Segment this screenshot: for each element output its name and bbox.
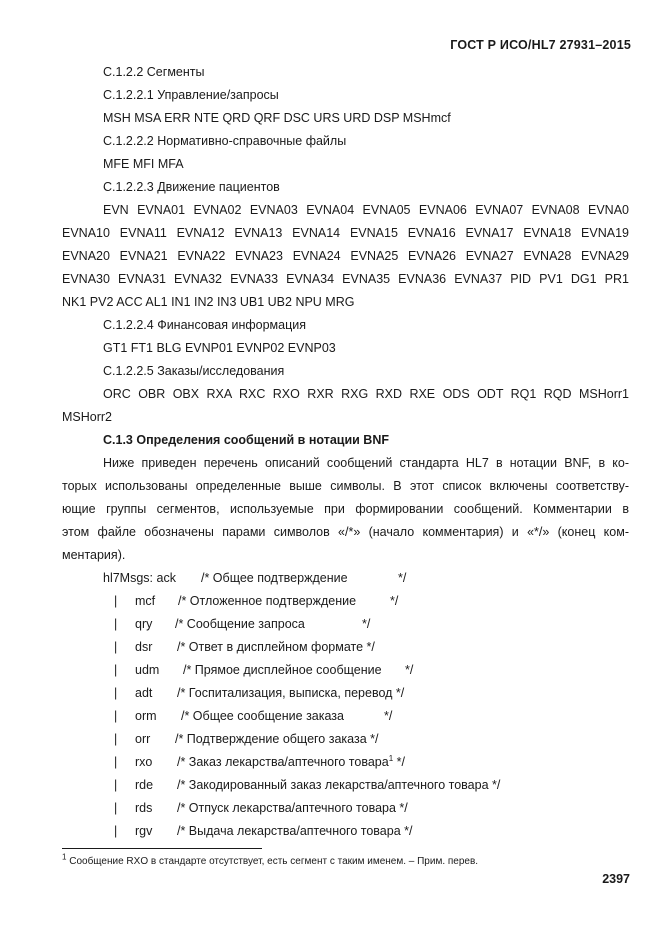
code-message-abbr: rde xyxy=(135,778,154,792)
segment-list-patient-line: EVNA20 EVNA21 EVNA22 EVNA23 EVNA24 EVNA25 EVNA26 EVNA27 EVNA28 EVNA29 xyxy=(62,249,629,263)
code-message-abbr: dsr xyxy=(135,640,153,654)
code-bar: | xyxy=(114,824,118,838)
code-bar: | xyxy=(114,640,118,654)
paragraph-line: торых использованы определенные выше символы. В этот список включены соответству- xyxy=(62,479,629,493)
code-bar: | xyxy=(114,709,118,723)
segment-list-master-files: MFE MFI MFA xyxy=(103,157,184,171)
code-comment-end: */ xyxy=(398,571,407,585)
code-message-abbr: mcf xyxy=(135,594,156,608)
code-comment-end: */ xyxy=(390,594,399,608)
code-bar: | xyxy=(114,801,118,815)
section-heading-control: С.1.2.2.1 Управление/запросы xyxy=(103,88,279,102)
code-message-abbr: udm xyxy=(135,663,160,677)
code-message-abbr: orm xyxy=(135,709,157,723)
code-bar: | xyxy=(114,778,118,792)
section-heading-finance: С.1.2.2.4 Финансовая информация xyxy=(103,318,307,332)
paragraph-line: ющие группы сегментов, используемые при формировании сообщений. Комментарии в xyxy=(62,502,629,516)
code-comment: /* Заказ лекарства/аптечного товара xyxy=(177,755,389,769)
footnote-reference[interactable]: 1 xyxy=(388,753,394,763)
segment-list-finance: GT1 FT1 BLG EVNP01 EVNP02 EVNP03 xyxy=(103,341,336,355)
code-comment: /* Общее подтверждение xyxy=(201,571,348,585)
segment-list-control: MSH MSA ERR NTE QRD QRF DSC URS URD DSP MSHmcf xyxy=(103,111,451,125)
code-comment-end: */ xyxy=(384,709,393,723)
code-message-abbr: rxo xyxy=(135,755,153,769)
code-comment: /* Отпуск лекарства/аптечного товара */ xyxy=(177,801,408,815)
code-comment-end: */ xyxy=(405,663,414,677)
code-comment-end: */ xyxy=(362,617,371,631)
code-comment: /* Ответ в дисплейном формате */ xyxy=(177,640,375,654)
footnote-text: Сообщение RXO в стандарте отсутствует, есть сегмент с таким именем. – Прим. перев. xyxy=(69,856,479,867)
code-bar: | xyxy=(114,663,118,677)
code-bar: | xyxy=(114,617,118,631)
section-heading-bnf: С.1.3 Определения сообщений в нотации BNF xyxy=(103,433,389,447)
segment-list-orders-line: MSHorr2 xyxy=(62,410,113,424)
code-message-abbr: orr xyxy=(135,732,151,746)
code-comment: /* Прямое дисплейное сообщение xyxy=(183,663,382,677)
segment-list-patient-line: NK1 PV2 ACC AL1 IN1 IN2 IN3 UB1 UB2 NPU MRG xyxy=(62,295,355,309)
section-heading-master-files: С.1.2.2.2 Нормативно-справочные файлы xyxy=(103,134,347,148)
code-comment: /* Закодированный заказ лекарства/аптечного товара */ xyxy=(177,778,501,792)
code-message-abbr: rds xyxy=(135,801,153,815)
page-number: 2397 xyxy=(602,872,630,886)
segment-list-patient-line: EVNA30 EVNA31 EVNA32 EVNA33 EVNA34 EVNA35 EVNA36 EVNA37 PID PV1 DG1 PR1 xyxy=(62,272,629,286)
code-label-hl7msgs: hl7Msgs: ack xyxy=(103,571,176,585)
footnote-separator xyxy=(62,848,262,849)
code-bar: | xyxy=(114,686,118,700)
code-comment: /* Подтверждение общего заказа */ xyxy=(175,732,379,746)
code-message-abbr: adt xyxy=(135,686,153,700)
code-comment: /* Общее сообщение заказа xyxy=(181,709,344,723)
paragraph-line: ментария). xyxy=(62,548,126,562)
code-bar: | xyxy=(114,594,118,608)
code-bar: | xyxy=(114,732,118,746)
code-bar: | xyxy=(114,755,118,769)
section-heading-orders: С.1.2.2.5 Заказы/исследования xyxy=(103,364,285,378)
code-message-abbr: qry xyxy=(135,617,153,631)
code-comment: /* Выдача лекарства/аптечного товара */ xyxy=(177,824,413,838)
code-comment: /* Сообщение запроса xyxy=(175,617,305,631)
footnote-mark: 1 xyxy=(62,852,67,862)
code-comment-end: */ xyxy=(396,755,405,769)
section-heading-patient-movement: С.1.2.2.3 Движение пациентов xyxy=(103,180,280,194)
segment-list-patient-line: EVN EVNA01 EVNA02 EVNA03 EVNA04 EVNA05 EVNA06 EVNA07 EVNA08 EVNA0 xyxy=(103,203,629,217)
segment-list-orders-line: ORC OBR OBX RXA RXC RXO RXR RXG RXD RXE ODS ODT RQ1 RQD MSHorr1 xyxy=(103,387,629,401)
code-comment: /* Госпитализация, выписка, перевод */ xyxy=(177,686,405,700)
paragraph-line: Ниже приведен перечень описаний сообщений стандарта HL7 в нотации BNF, в ко- xyxy=(103,456,629,470)
document-header: ГОСТ Р ИСО/HL7 27931–2015 xyxy=(450,38,631,52)
code-message-abbr: rgv xyxy=(135,824,153,838)
paragraph-line: этом файле обозначены парами символов «/*» (начало комментария) и «*/» (конец ком- xyxy=(62,525,629,539)
section-heading-segments: С.1.2.2 Сегменты xyxy=(103,65,205,79)
code-comment-with-footnote xyxy=(177,754,405,770)
footnote xyxy=(62,852,479,869)
segment-list-patient-line: EVNA10 EVNA11 EVNA12 EVNA13 EVNA14 EVNA15 EVNA16 EVNA17 EVNA18 EVNA19 xyxy=(62,226,629,240)
code-comment: /* Отложенное подтверждение xyxy=(178,594,357,608)
